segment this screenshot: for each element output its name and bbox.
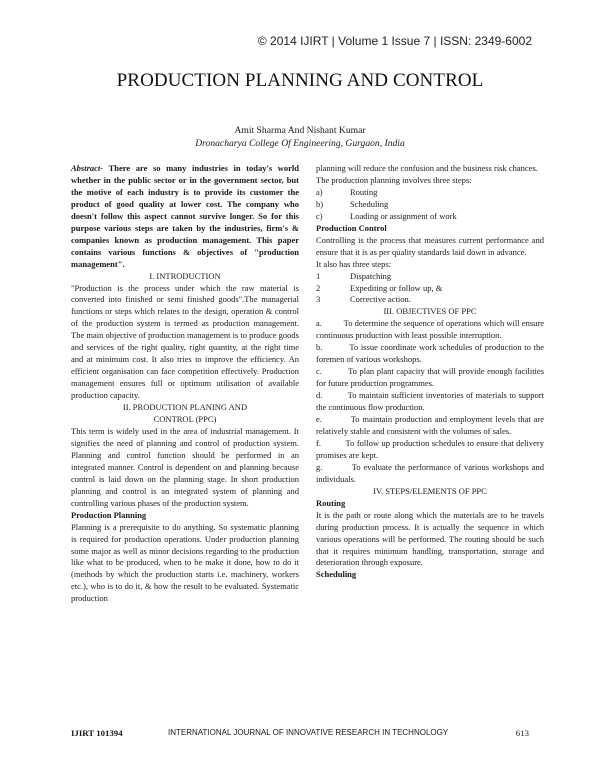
left-column: [71, 163, 299, 605]
production-control-paragraph: Controlling is the process that measures current performance and ensure that it is as per quality standards laid down in advance.: [316, 234, 544, 257]
production-planning-paragraph: Planning is a prerequisite to do anything. So systematic planning is required for production operations. Under production planning some major as well as minor decisions regarding to the production like what to be produced, when to be make it done, how to do it (methods by which the production starts i.e. machinery, workers etc.), who is to do it, & how the result to be evaluated. Systematic production: [71, 521, 299, 604]
section-heading-ppc-line2: CONTROL (PPC): [153, 414, 217, 425]
list-item: [316, 283, 544, 295]
list-item-key: a): [316, 186, 323, 197]
objective-text: To follow up production schedules to ensure that delivery promises are kept.: [316, 437, 545, 460]
section-heading-ppc-line1: II. PRODUCTION PLANING AND: [122, 402, 248, 413]
objective-key: f.: [316, 437, 321, 448]
objective-item: [316, 366, 544, 390]
objective-text: To issue coordinate work schedules of production to the foremen of various workshops.: [316, 342, 544, 365]
abstract-label: Abstract-: [71, 163, 104, 173]
page-number: 613: [515, 728, 529, 738]
author-names: Amit Sharma And Nishant Kumar: [234, 125, 366, 136]
list-item-text: Dispatching: [350, 270, 392, 281]
footer-journal-name: INTERNATIONAL JOURNAL OF INNOVATIVE RESEARCH IN TECHNOLOGY: [168, 728, 449, 737]
list-item: [316, 199, 544, 211]
list-item: [316, 211, 544, 223]
objective-text: To maintain production and employment levels that are relatively stable and consistent with the volumes of sales.: [316, 414, 544, 436]
objective-key: b.: [316, 342, 323, 353]
list-item: [316, 294, 544, 306]
objective-key: a.: [316, 318, 322, 329]
paper-title: PRODUCTION PLANNING AND CONTROL: [116, 70, 484, 91]
section-heading-objectives: III. OBJECTIVES OF PPC: [383, 306, 477, 317]
list-item-key: 3: [316, 294, 321, 305]
author-affiliation: Dronacharya College Of Engineering, Gurgaon, India: [195, 138, 405, 149]
objective-text: To plan plant capacity that will provide enough facilities for future production programmes.: [316, 366, 544, 389]
page-footer: [71, 728, 529, 742]
objective-text: To evaluate the performance of various workshops and individuals.: [316, 461, 545, 484]
ppc-paragraph: This term is widely used in the area of industrial management. It signifies the need of planning and control of production system. Planning and control function should be performed in an integrated manner. Control is dependent on and planning because control is laid down on the planning stage. In short production planning and control is an integrated system of planning and controlling various phases of the production system.: [71, 425, 299, 508]
objective-key: g.: [316, 461, 323, 472]
right-column: [316, 163, 544, 581]
list-item-key: 1: [316, 270, 321, 281]
abstract: [71, 163, 299, 271]
list-item: [316, 271, 544, 283]
objective-item: [316, 438, 544, 462]
objective-key: c.: [316, 366, 322, 377]
list-item-text: Expediting or follow up, &: [350, 282, 443, 293]
section-heading-introduction: I. INTRODUCTION: [149, 270, 221, 281]
list-item-key: 2: [316, 282, 321, 293]
objective-text: To determine the sequence of operations which will ensure continuous production with least possible interruption.: [316, 318, 544, 341]
list-item-text: Loading or assignment of work: [350, 210, 457, 221]
footer-paper-id: IJIRT 101394: [71, 728, 123, 738]
list-item-key: c): [316, 210, 323, 221]
list-item-text: Scheduling: [350, 198, 389, 209]
journal-header: © 2014 IJIRT | Volume 1 Issue 7 | ISSN: 2349-6002: [257, 34, 532, 48]
continued-paragraph: planning will reduce the confusion and the business risk chances.: [316, 163, 538, 173]
list-item: [316, 187, 544, 199]
section-heading-steps: IV. STEPS/ELEMENTS OF PPC: [373, 485, 487, 496]
abstract-text: There are so many industries in today's world whether in the public sector or in the government sector, but the motive of each industry is to provide its customer the product of good quality at lower cost. The company who doesn't follow this aspect cannot survive longer. So for this purpose various steps are taken by the industries, firm's & companies known as production management. This paper contains various functions & objectives of "production management".: [71, 163, 299, 269]
control-steps-intro: It also has three steps:: [316, 258, 392, 269]
objective-text: To maintain sufficient inventories of materials to support the continuous flow production.: [316, 390, 544, 413]
list-item-key: b): [316, 198, 324, 209]
routing-paragraph: It is the path or route along which the materials are to be travels during production process. It is actually the sequence in which various operations will be performed. The routing should be such that it requires minimum handling, transportation, storage and deterioration through exposure.: [316, 509, 544, 568]
subheading-routing: Routing: [316, 497, 346, 508]
objective-key: e.: [316, 414, 322, 425]
subheading-scheduling: Scheduling: [316, 569, 357, 580]
planning-steps-intro: The production planning involves three steps:: [316, 174, 472, 185]
subheading-production-planning: Production Planning: [71, 509, 147, 520]
objective-item: [316, 342, 544, 366]
subheading-production-control: Production Control: [316, 222, 387, 233]
objective-item: [316, 414, 544, 438]
objective-item: [316, 318, 544, 342]
list-item-text: Corrective action.: [350, 294, 411, 305]
introduction-paragraph: "Production is the process under which the raw material is converted into finished or semi finished goods".The managerial functions or steps which relates to the design, operation & control of the production system is termed as production management. The main objective of production management is to produce goods and services of the right quality, right quantity, at the right time and at minimum cost. It also tries to improve the efficiency. An efficient organisation can face competition effectively. Production management ensures full or optimum utilisation of available production capacity.: [71, 282, 299, 401]
objective-item: [316, 462, 544, 486]
objective-item: [316, 390, 544, 414]
objective-key: d.: [316, 390, 323, 401]
author-block: [0, 124, 600, 150]
list-item-text: Routing: [350, 186, 378, 197]
